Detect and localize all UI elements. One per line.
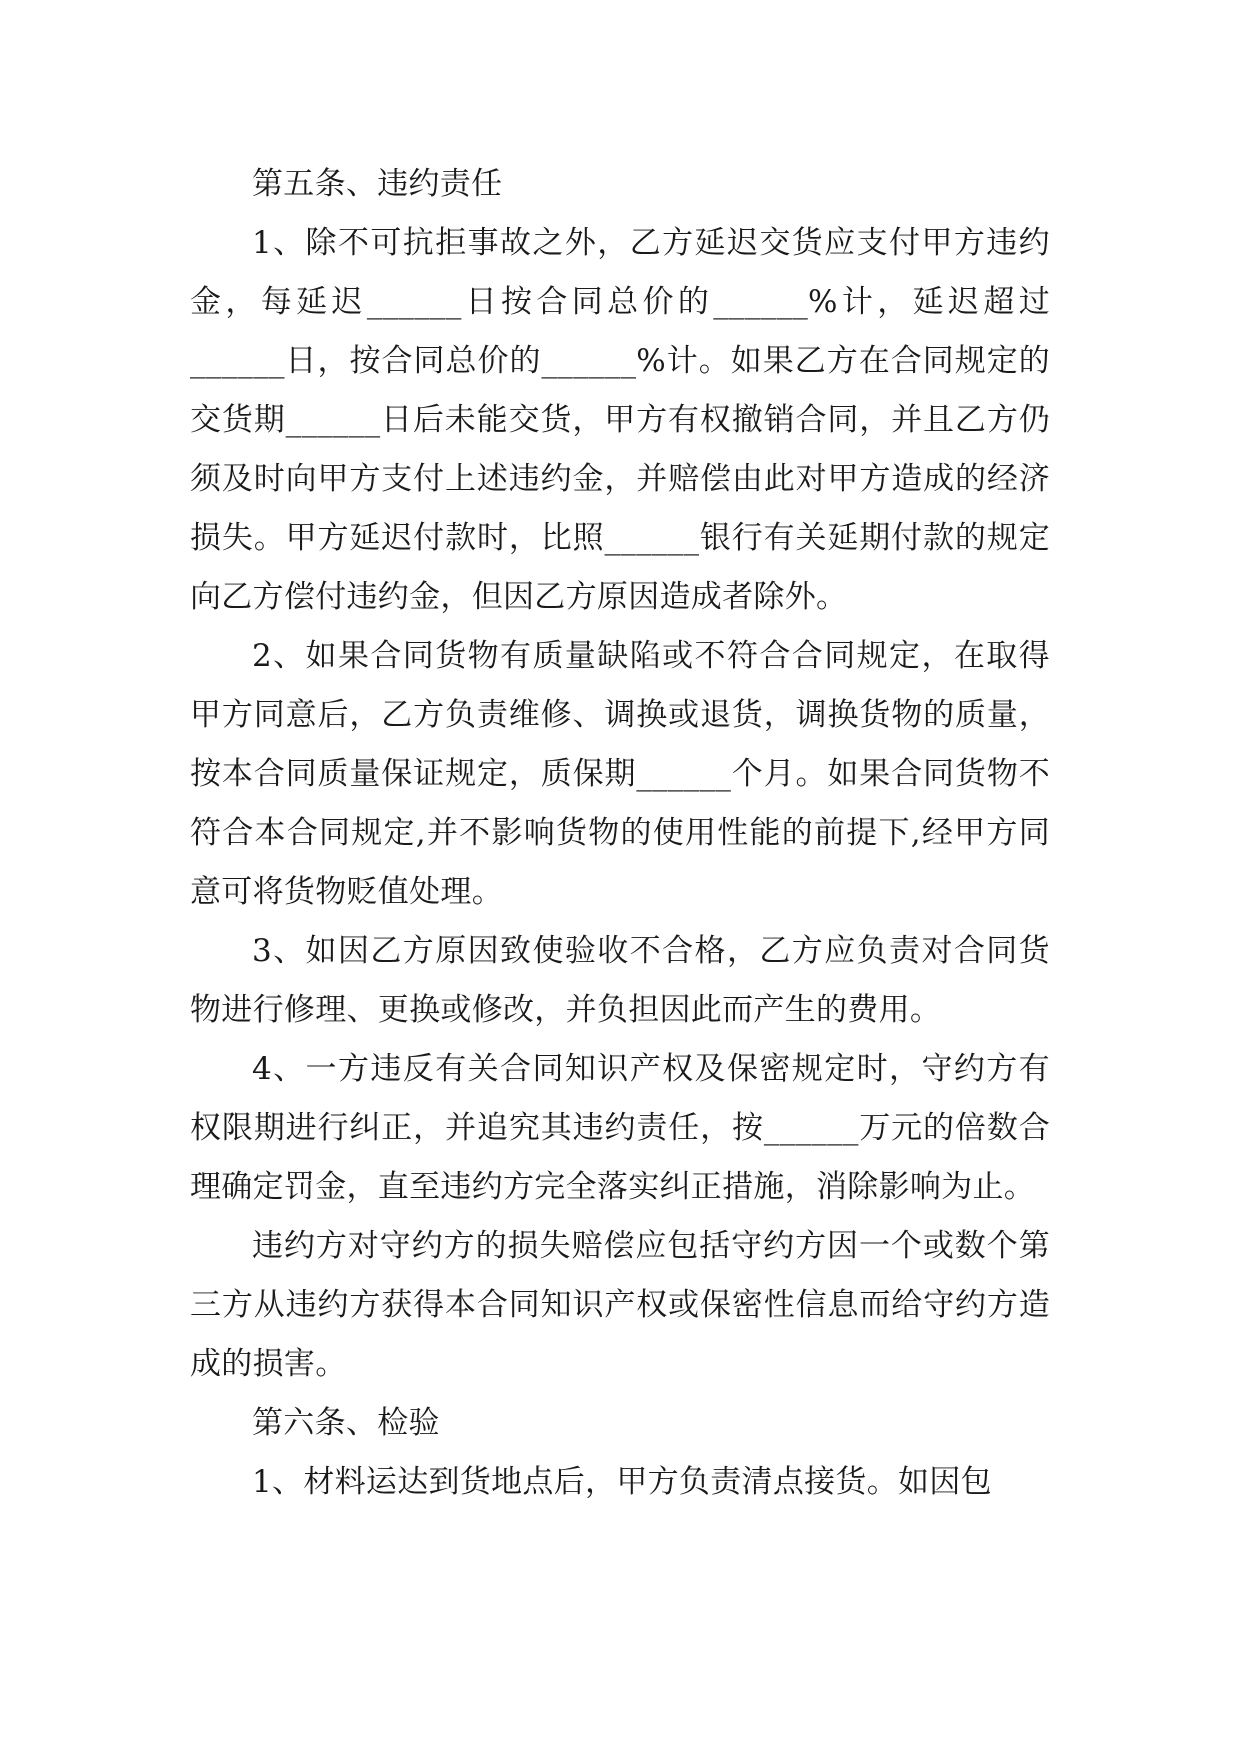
paragraph-clause-5-1: 1、除不可抗拒事故之外，乙方延迟交货应支付甲方违约金，每延迟______日按合同总价的______%计，延迟超过______日，按合同总价的______%计。如果乙方在合同规定的交货期______日后未能交货，甲方有权撤销合同，并且乙方仍须及时向甲方支付上述违约金，并赔偿由此对甲方造成的经济损失。甲方延迟付款时，比照______银行有关延期付款的规定向乙方偿付违约金，但因乙方原因造成者除外。 (190, 225, 1050, 615)
section-heading-article-6: 第六条、检验 (252, 1405, 440, 1441)
section-heading-article-5: 第五条、违约责任 (252, 166, 503, 202)
paragraph-clause-5-2: 2、如果合同货物有质量缺陷或不符合合同规定，在取得甲方同意后，乙方负责维修、调换或退货，调换货物的质量，按本合同质量保证规定，质保期______个月。如果合同货物不符合本合同规定,并不影响货物的使用性能的前提下,经甲方同意可将货物贬值处理。 (190, 638, 1050, 910)
paragraph-clause-6-1: 1、材料运达到货地点后，甲方负责清点接货。如因包 (252, 1464, 992, 1500)
document-body (190, 155, 1050, 1512)
paragraph-clause-5-4: 4、一方违反有关合同知识产权及保密规定时，守约方有权限期进行纠正，并追究其违约责任，按______万元的倍数合理确定罚金，直至违约方完全落实纠正措施，消除影响为止。 (190, 1051, 1050, 1205)
paragraph-clause-5-3: 3、如因乙方原因致使验收不合格，乙方应负责对合同货物进行修理、更换或修改，并负担因此而产生的费用。 (190, 933, 1050, 1028)
paragraph-damages: 违约方对守约方的损失赔偿应包括守约方因一个或数个第三方从违约方获得本合同知识产权或保密性信息而给守约方造成的损害。 (190, 1228, 1050, 1382)
